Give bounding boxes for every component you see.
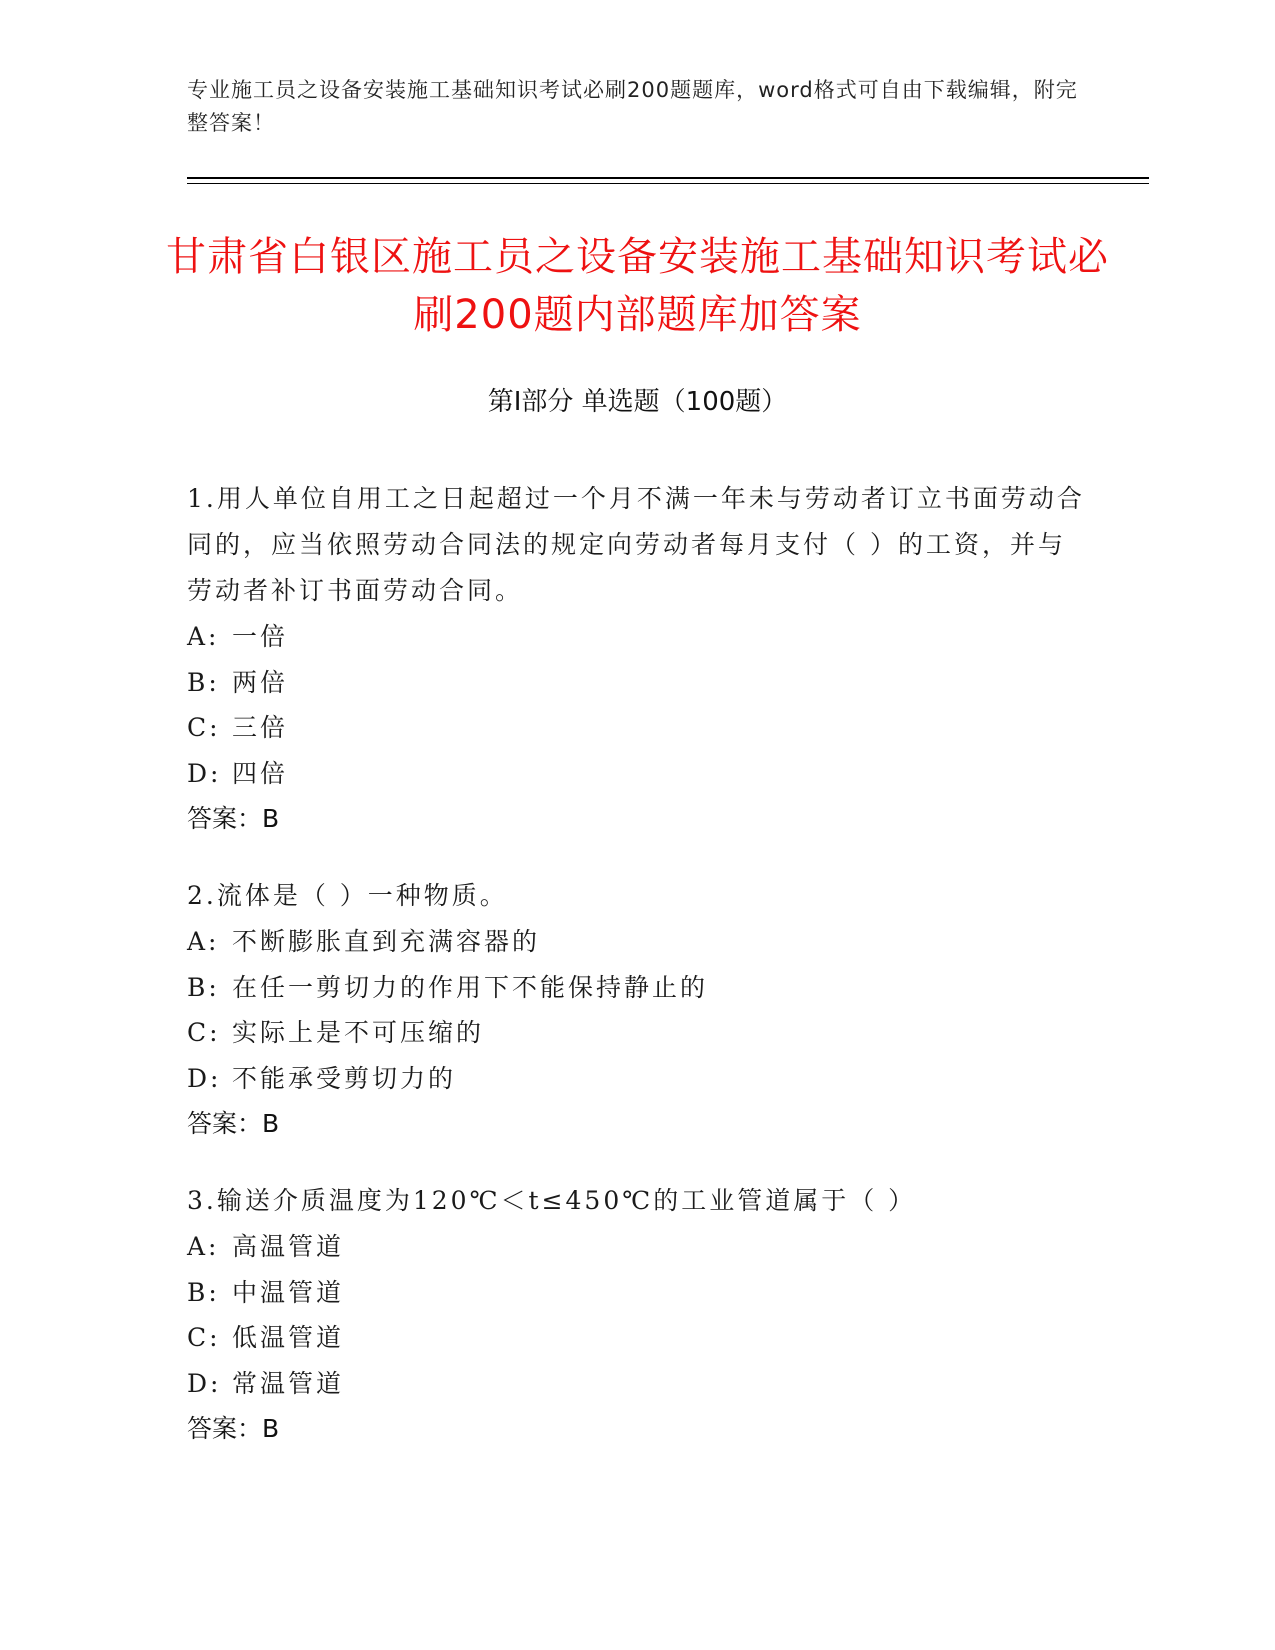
option-text: 三倍	[232, 713, 289, 742]
option-text: 一倍	[232, 622, 289, 651]
question-stem: 3.输送介质温度为120℃＜t≤450℃的工业管道属于（ ）	[187, 1186, 917, 1215]
option-b	[187, 1270, 1087, 1316]
option-key: D:	[187, 1368, 222, 1398]
option-key: B:	[187, 1277, 220, 1307]
option-text: 实际上是不可压缩的	[232, 1018, 485, 1047]
option-key: D:	[187, 1063, 222, 1093]
option-text: 低温管道	[232, 1323, 345, 1352]
question-list	[187, 476, 1087, 1483]
option-key: A:	[187, 927, 220, 956]
question-2	[187, 873, 1087, 1146]
option-key: C:	[187, 713, 221, 742]
option-d	[187, 1056, 1087, 1102]
option-text: 高温管道	[232, 1232, 345, 1261]
option-key: B:	[187, 972, 220, 1002]
document-title: 甘肃省白银区施工员之设备安装施工基础知识考试必刷200题内部题库加答案	[166, 234, 1109, 338]
answer-line: 答案：B	[187, 804, 280, 833]
option-a	[187, 614, 1087, 660]
question-stem: 1.用人单位自用工之日起超过一个月不满一年未与劳动者订立书面劳动合同的，应当依照劳动合同法的规定向劳动者每月支付（ ）的工资，并与劳动者补订书面劳动合同。	[187, 484, 1085, 605]
header-divider-thick	[187, 177, 1149, 179]
option-d	[187, 751, 1087, 797]
option-key: D:	[187, 758, 222, 788]
option-key: A:	[187, 622, 220, 651]
header-note: 专业施工员之设备安装施工基础知识考试必刷200题题库，word格式可自由下载编辑，附完整答案！	[187, 78, 1078, 135]
option-c	[187, 1010, 1087, 1056]
option-text: 不断膨胀直到充满容器的	[232, 927, 541, 956]
option-text: 两倍	[232, 667, 289, 697]
option-c	[187, 1315, 1087, 1361]
option-text: 不能承受剪切力的	[232, 1063, 457, 1093]
option-text: 常温管道	[232, 1368, 345, 1398]
option-key: A:	[187, 1232, 220, 1261]
answer-line: 答案：B	[187, 1109, 280, 1138]
option-b	[187, 660, 1087, 706]
option-b	[187, 965, 1087, 1011]
option-c	[187, 705, 1087, 751]
question-3	[187, 1178, 1087, 1451]
question-1	[187, 476, 1087, 841]
option-a	[187, 1224, 1087, 1270]
option-key: C:	[187, 1018, 221, 1047]
header-divider-thin	[187, 183, 1149, 184]
section-title: 第Ⅰ部分 单选题（100题）	[487, 387, 788, 417]
question-stem: 2.流体是（ ）一种物质。	[187, 881, 508, 910]
option-d	[187, 1361, 1087, 1407]
option-a	[187, 919, 1087, 965]
option-text: 在任一剪切力的作用下不能保持静止的	[232, 972, 709, 1002]
option-key: C:	[187, 1323, 221, 1352]
option-text: 四倍	[232, 758, 289, 788]
option-text: 中温管道	[232, 1277, 345, 1307]
option-key: B:	[187, 667, 220, 697]
answer-line: 答案：B	[187, 1414, 280, 1443]
